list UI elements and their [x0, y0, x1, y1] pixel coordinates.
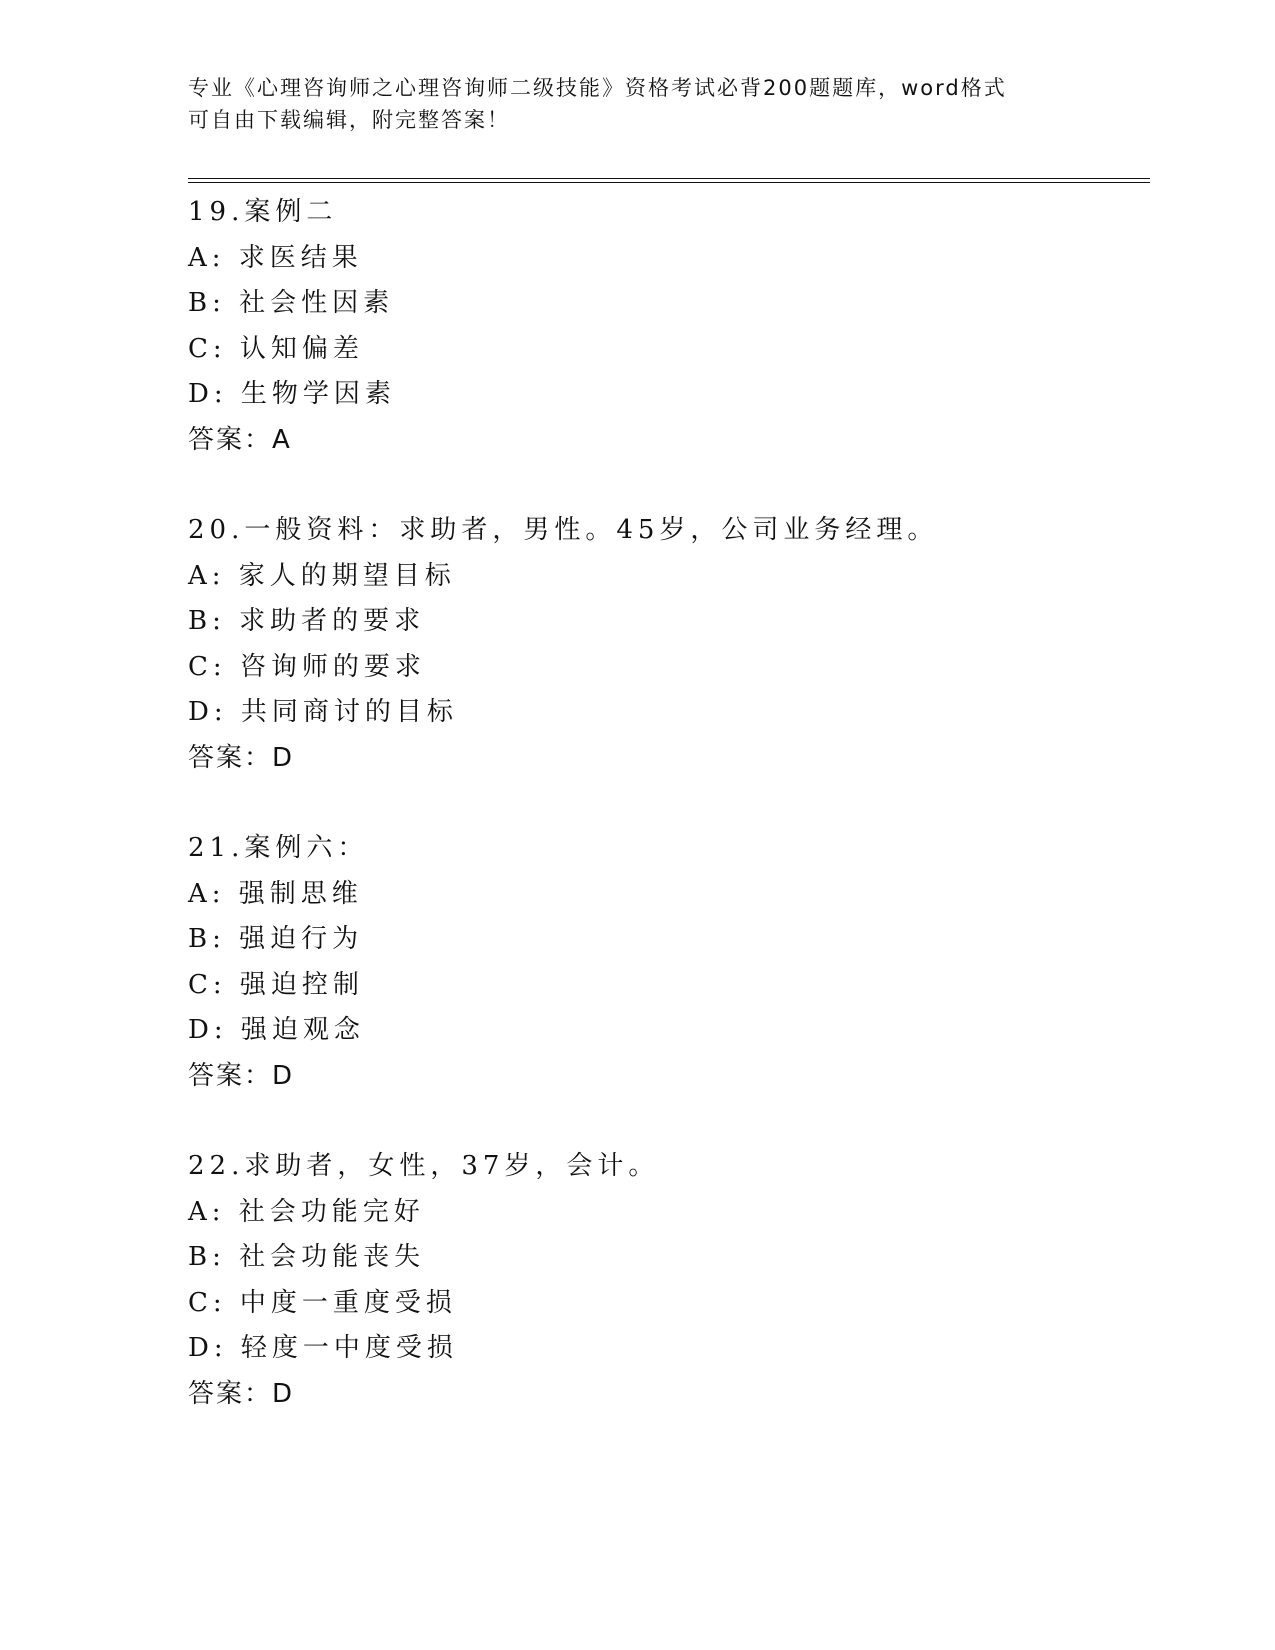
option-a: A: 家人的期望目标 [188, 560, 456, 591]
option-b: B: 社会性因素 [188, 288, 395, 318]
question-stem: 20.一般资料：求助者，男性。45岁，公司业务经理。 [188, 515, 939, 545]
header-line-1: 专业《心理咨询师之心理咨询师二级技能》资格考试必背200题题库，word格式 [188, 76, 1007, 100]
answer-label: 答案：D [188, 742, 295, 773]
question-stem: 19.案例二 [188, 197, 338, 227]
question-stem: 22.求助者，女性，37岁，会计。 [188, 1151, 660, 1181]
question-stem: 21.案例六： [188, 833, 369, 863]
answer-label: 答案：A [188, 424, 292, 455]
question-22 [188, 1144, 1148, 1462]
option-a: A: 求医结果 [188, 242, 363, 273]
question-20 [188, 508, 1148, 826]
question-list [188, 190, 1148, 1462]
answer-label: 答案：D [188, 1060, 295, 1091]
option-b: B: 社会功能丧失 [188, 1242, 426, 1272]
answer-label: 答案：D [188, 1378, 295, 1409]
option-d: D: 轻度一中度受损 [188, 1333, 458, 1363]
option-d: D: 强迫观念 [188, 1015, 365, 1045]
question-19 [188, 190, 1148, 508]
option-d: D: 共同商讨的目标 [188, 697, 458, 727]
option-a: A: 强制思维 [188, 878, 363, 909]
header-divider [188, 178, 1150, 183]
question-21 [188, 826, 1148, 1144]
option-c: C: 认知偏差 [188, 333, 364, 364]
header-line-2: 可自由下载编辑，附完整答案！ [188, 108, 510, 132]
option-c: C: 强迫控制 [188, 969, 364, 1000]
option-d: D: 生物学因素 [188, 379, 396, 409]
option-c: C: 中度一重度受损 [188, 1287, 457, 1318]
document-header [188, 72, 1068, 136]
option-a: A: 社会功能完好 [188, 1196, 425, 1227]
option-b: B: 求助者的要求 [188, 606, 426, 636]
option-c: C: 咨询师的要求 [188, 651, 426, 682]
option-b: B: 强迫行为 [188, 924, 364, 954]
